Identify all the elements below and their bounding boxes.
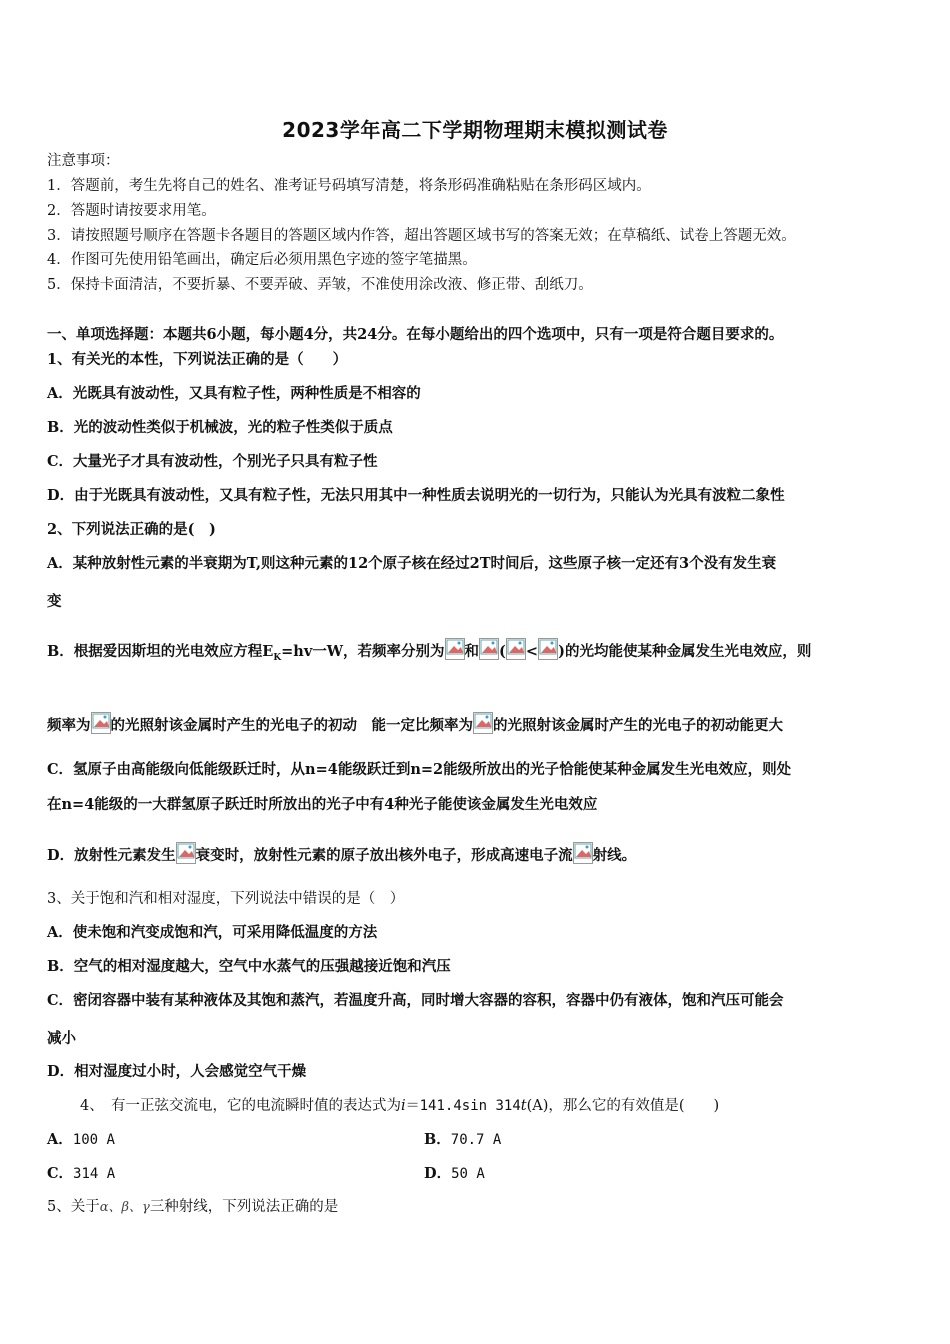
broken-image-icon	[445, 638, 465, 660]
question-3-option-a: A．使未饱和汽变成饱和汽，可采用降低温度的方法	[47, 924, 378, 941]
option-d-value: 50 A	[451, 1166, 485, 1182]
broken-image-icon	[91, 712, 111, 734]
question-5-stem	[47, 1197, 910, 1218]
option-d-label: D．	[424, 1165, 452, 1182]
option-a-value: 100 A	[72, 1132, 115, 1148]
question-4-options-row-2	[47, 1164, 910, 1184]
notice-item-2: 2．答题时请按要求用笔。	[47, 203, 216, 219]
notice-item-5: 5．保持卡面清洁，不要折暴、不要弄破、弄皱，不准使用涂改液、修正带、刮纸刀。	[47, 277, 593, 293]
question-1-option-d: D．由于光既具有波动性，又具有粒子性，无法只用其中一种性质去说明光的一切行为，只能认为光具有波粒二象性	[47, 487, 785, 504]
subscript: K	[273, 652, 282, 663]
broken-image-icon	[176, 842, 196, 864]
text: ＝141.4sin 314	[405, 1098, 521, 1114]
question-2-option-b-line1	[47, 638, 910, 668]
question-3-option-d: D．相对湿度过小时，人会感觉空气干燥	[47, 1063, 307, 1080]
text: D．放射性元素发生	[47, 847, 176, 864]
question-1-stem: 1、有关光的本性，下列说法正确的是（ ）	[47, 351, 348, 368]
text: 和	[464, 643, 480, 660]
option-d	[424, 1164, 485, 1184]
text: )的光均能使某种金属发生光电效应，则	[558, 643, 812, 660]
notice-heading: 注意事项：	[47, 153, 120, 169]
text: 的光照射该金属时产生的光电子的初动 能一定比频率为	[110, 717, 473, 734]
text: 频率为	[47, 717, 91, 734]
broken-image-icon	[479, 638, 499, 660]
question-3-option-c-line1: C．密闭容器中装有某种液体及其饱和蒸汽，若温度升高，同时增大容器的容积，容器中仍有液体，饱和汽压可能会	[47, 992, 784, 1009]
greek-symbols: α、β、γ	[99, 1200, 150, 1215]
notice-item-3: 3．请按照题号顺序在答题卡各题目的答题区域内作答，超出答题区域书写的答案无效；在草稿纸、试卷上答题无效。	[47, 228, 796, 244]
question-3-option-b: B．空气的相对湿度越大，空气中水蒸气的压强越接近饱和汽压	[47, 958, 451, 975]
text: (A)，那么它的有效值是( )	[526, 1098, 720, 1114]
option-b-value: 70.7 A	[450, 1132, 502, 1148]
question-1-option-a: A．光既具有波动性，又具有粒子性，两种性质是不相容的	[47, 385, 421, 402]
option-b-label: B．	[424, 1131, 451, 1148]
text: 5、关于	[47, 1199, 100, 1215]
question-2-option-a-line2: 变	[47, 593, 62, 610]
option-c-value: 314 A	[73, 1166, 116, 1182]
text: (	[499, 643, 506, 660]
question-2-option-a-line1: A．某种放射性元素的半衰期为T,则这种元素的12个原子核在经过2T时间后，这些原子核一定还有3个没有发生衰	[47, 555, 777, 572]
option-a-label: A．	[47, 1131, 73, 1148]
question-3-stem: 3、关于饱和汽和相对湿度，下列说法中错误的是（ ）	[47, 891, 405, 907]
text: =hv一W，若频率分别为	[281, 643, 445, 660]
question-1-option-c: C．大量光子才具有波动性，个别光子只具有粒子性	[47, 453, 378, 470]
question-4-options-row-1	[47, 1130, 910, 1150]
text: B．根据爱因斯坦的光电效应方程E	[47, 643, 274, 660]
broken-image-icon	[473, 712, 493, 734]
text: 三种射线，下列说法正确的是	[149, 1199, 339, 1215]
question-2-option-c-line2: 在n=4能级的一大群氢原子跃迁时所放出的光子中有4种光子能使该金属发生光电效应	[47, 796, 598, 813]
var-i: i	[400, 1098, 406, 1114]
text: 射线。	[592, 847, 637, 864]
text: 4、 有一正弦交流电，它的电流瞬时值的表达式为	[80, 1098, 401, 1114]
text: 衰变时，放射性元素的原子放出核外电子，形成高速电子流	[195, 847, 573, 864]
text: <	[525, 643, 539, 660]
notice-item-1: 1．答题前，考生先将自己的姓名、准考证号码填写清楚，将条形码准确粘贴在条形码区域内。	[47, 178, 651, 194]
broken-image-icon	[573, 842, 593, 864]
question-2-stem: 2、下列说法正确的是( )	[47, 521, 216, 538]
broken-image-icon	[506, 638, 526, 660]
question-1-option-b: B．光的波动性类似于机械波，光的粒子性类似于质点	[47, 419, 393, 436]
question-3-option-c-line2: 减小	[47, 1030, 76, 1047]
var-t: t	[520, 1098, 527, 1114]
notice-item-4: 4．作图可先使用铅笔画出，确定后必须用黑色字迹的签字笔描黑。	[47, 252, 477, 268]
question-2-option-b-line2	[47, 712, 910, 736]
question-2-option-c-line1: C．氢原子由高能级向低能级跃迁时，从n=4能级跃迁到n=2能级所放出的光子恰能使某种金属发生光电效应，则处	[47, 761, 792, 778]
question-4-stem	[80, 1096, 910, 1116]
option-b	[424, 1130, 501, 1150]
broken-image-icon	[538, 638, 558, 660]
page-title: 2023学年高二下学期物理期末模拟测试卷	[282, 118, 668, 142]
text: 的光照射该金属时产生的光电子的初动能更大	[493, 717, 783, 734]
question-2-option-d	[47, 842, 910, 866]
section-heading: 一、单项选择题：本题共6小题，每小题4分，共24分。在每小题给出的四个选项中，只有一项是符合题目要求的。	[47, 326, 784, 343]
option-c-label: C．	[47, 1165, 74, 1182]
